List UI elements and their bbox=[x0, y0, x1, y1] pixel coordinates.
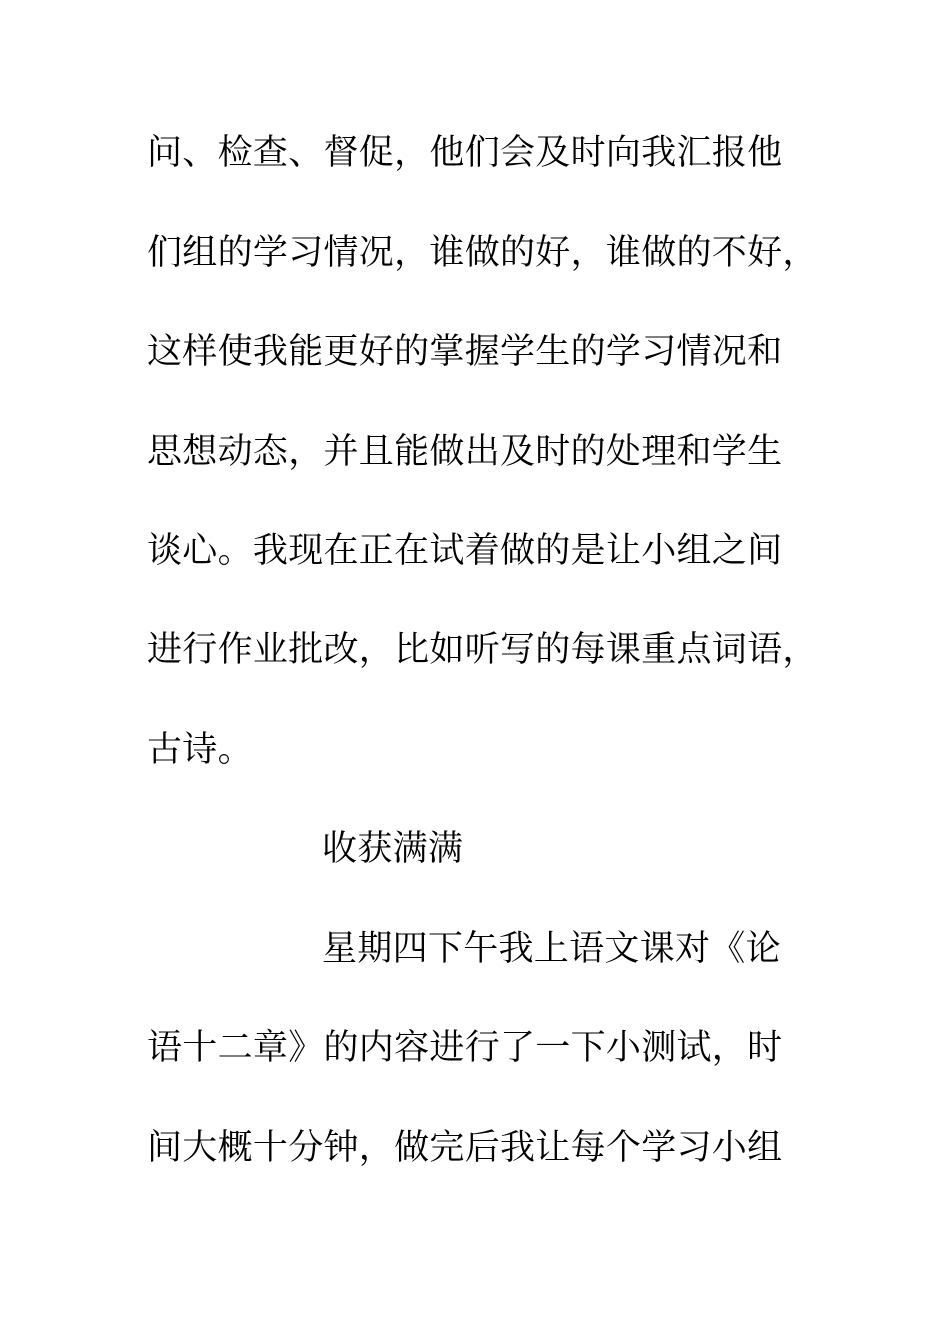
section-heading: 收获满满 bbox=[322, 829, 464, 869]
body-text-line: 间大概十分钟，做完后我让每个学习小组 bbox=[147, 1128, 783, 1168]
body-text-line: 星期四下午我上语文课对《论 bbox=[322, 929, 781, 969]
body-text-line: 进行作业批改，比如听写的每课重点词语， bbox=[147, 630, 818, 670]
body-text-line: 谈心。我现在正在试着做的是让小组之间 bbox=[147, 531, 783, 571]
body-text-line: 思想动态，并且能做出及时的处理和学生 bbox=[147, 432, 783, 472]
body-text-line: 问、检查、督促，他们会及时向我汇报他 bbox=[147, 133, 783, 173]
body-text-line: 们组的学习情况，谁做的好，谁做的不好， bbox=[147, 233, 818, 273]
body-text-line: 这样使我能更好的掌握学生的学习情况和 bbox=[147, 332, 783, 372]
body-text-line: 古诗。 bbox=[147, 730, 253, 770]
body-text-line: 语十二章》的内容进行了一下小测试，时 bbox=[147, 1028, 783, 1068]
